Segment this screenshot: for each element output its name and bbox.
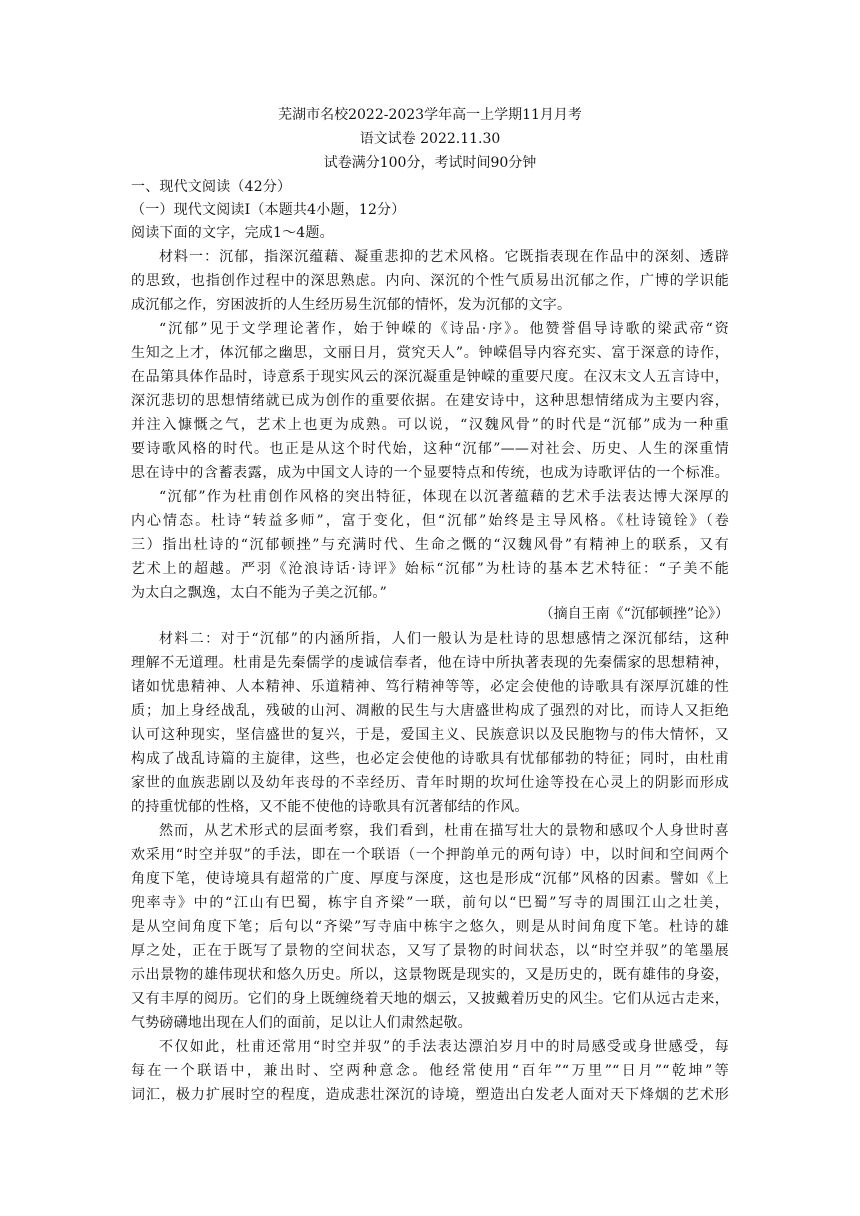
text-line: 的持重忧郁的性格，又不能不使他的诗歌具有沉著郁结的作风。 <box>131 799 529 815</box>
text-line: 的思致，也指创作过程中的深思熟虑。内向、深沉的个性气质易出沉郁之作，广博的学识能 <box>131 273 729 289</box>
text-line: 不仅如此，杜甫还常用“时空并驭”的手法表达漂泊岁月中的时局感受或身世感受，每 <box>159 1039 729 1055</box>
text-line: 质；加上身经战乱，残破的山河、凋敝的民生与大唐盛世构成了强烈的对比，而诗人又拒绝 <box>131 703 729 719</box>
text-line: 理解不无道理。杜甫是先秦儒学的虔诚信奉者，他在诗中所执著表现的先秦儒家的思想精神， <box>131 655 729 671</box>
text-line: 深沉悲切的思想情绪就已成为创作的重要依据。在建安诗中，这种思想情绪成为主要内容， <box>131 393 729 409</box>
text-line: 生知之上才，体沉郁之幽思，文丽日月，赏究天人”。钟嵘倡导内容充实、富于深意的诗作， <box>131 345 729 361</box>
text-line: 厚之处，正在于既写了景物的空间状态，又写了景物的时间状态，以“时空并驭”的笔墨展 <box>131 943 729 959</box>
text-line: 认可这种现实，坚信盛世的复兴，于是，爱国主义、民族意识以及民胞物与的伟大情怀，又 <box>131 727 729 743</box>
text-line: 成沉郁之作，穷困波折的人生经历易生沉郁的情怀，发为沉郁的文字。 <box>131 297 572 313</box>
text-line: 并注入慷慨之气，艺术上也更为成熟。可以说，“汉魏风骨”的时代是“沉郁”成为一种重 <box>131 417 729 433</box>
text-line: 为太白之飘逸，太白不能为子美之沉郁。” <box>131 585 387 601</box>
text-line: 三）指出杜诗的“沉郁顿挫”与充满时代、生命之慨的“汉魏风骨”有精神上的联系，又有 <box>131 537 729 553</box>
text-line: 然而，从艺术形式的层面考察，我们看到，杜甫在描写壮大的景物和感叹个人身世时喜 <box>159 823 729 839</box>
text-line: 是从空间角度下笔；后句以“齐梁”写寺庙中栋宇之悠久，则是从时间角度下笔。杜诗的雄 <box>131 919 729 935</box>
section-heading: 一、现代文阅读（42分） <box>131 179 292 195</box>
text-line: 词汇，极力扩展时空的程度，造成悲壮深沉的诗境，塑造出白发老人面对天下烽烟的艺术形 <box>131 1087 729 1103</box>
text-line: 气势磅礴地出现在人们的面前，足以让人们肃然起敬。 <box>131 1015 472 1031</box>
text-line: 示出景物的雄伟现状和悠久历史。所以，这景物既是现实的，又是历史的，既有雄伟的身姿， <box>131 967 729 983</box>
text-line: 在品第具体作品时，诗意系于现实风云的深沉凝重是钟嵘的重要尺度。在汉末文人五言诗中， <box>131 369 729 385</box>
text-line: 家世的血族悲剧以及幼年丧母的不幸经历、青年时期的坎坷仕途等投在心灵上的阴影而形成 <box>131 775 729 791</box>
text-line: “沉郁”作为杜甫创作风格的突出特征，体现在以沉著蕴藉的艺术手法表达博大深厚的 <box>159 489 729 505</box>
text-line: 材料一：沉郁，指深沉蕴藉、凝重悲抑的艺术风格。它既指表现在作品中的深刻、透辟 <box>159 249 729 265</box>
section-subheading: （一）现代文阅读Ⅰ（本题共4小题，12分） <box>131 202 406 218</box>
text-line: 内心情态。杜诗“转益多师”，富于变化，但“沉郁”始终是主导风格。《杜诗镜铨》（卷 <box>131 513 729 529</box>
source-citation: （摘自王南《“沉郁顿挫”论》） <box>539 606 729 622</box>
exam-title: 芜湖市名校2022-2023学年高一上学期11月月考 <box>278 107 582 123</box>
section-instruction: 阅读下面的文字，完成1～4题。 <box>131 225 334 241</box>
text-line: 要诗歌风格的时代。也正是从这个时代始，这种“沉郁”——对社会、历史、人生的深重情 <box>131 441 729 457</box>
text-line: 兜率寺》中的“江山有巴蜀，栋宇自齐梁”一联，前句以“巴蜀”写寺的周围江山之壮美， <box>131 895 729 911</box>
text-line: 每在一个联语中，兼出时、空两种意念。他经常使用“百年”“万里”“日月”“乾坤”等 <box>131 1063 729 1079</box>
text-line: 艺术上的超越。严羽《沧浪诗话·诗评》始标“沉郁”为杜诗的基本艺术特征：“子美不能 <box>131 561 729 577</box>
exam-info: 试卷满分100分，考试时间90分钟 <box>323 155 537 171</box>
text-line: 又有丰厚的阅历。它们的身上既缠绕着天地的烟云，又披戴着历史的风尘。它们从远古走来， <box>131 991 729 1007</box>
text-line: 材料二：对于“沉郁”的内涵所指，人们一般认为是杜诗的思想感情之深沉郁结，这种 <box>159 631 729 647</box>
text-line: 构成了战乱诗篇的主旋律，这些，也必定会使他的诗歌具有忧郁郁勃的特征；同时，由杜甫 <box>131 751 729 767</box>
text-line: 诸如忧患精神、人本精神、乐道精神、笃行精神等等，必定会使他的诗歌具有深厚沉雄的性 <box>131 679 729 695</box>
exam-subtitle: 语文试卷 2022.11.30 <box>359 131 501 147</box>
text-line: 角度下笔，使诗境具有超常的广度、厚度与深度，这也是形成“沉郁”风格的因素。譬如《上 <box>131 871 729 887</box>
text-line: 欢采用“时空并驭”的手法，即在一个联语（一个押韵单元的两句诗）中，以时间和空间两个 <box>131 847 729 863</box>
text-line: “沉郁”见于文学理论著作，始于钟嵘的《诗品·序》。他赞誉倡导诗歌的梁武帝“资 <box>159 321 729 337</box>
text-line: 思在诗中的含蓄表露，成为中国文人诗的一个显要特点和传统，也成为诗歌评估的一个标准。 <box>131 465 729 481</box>
